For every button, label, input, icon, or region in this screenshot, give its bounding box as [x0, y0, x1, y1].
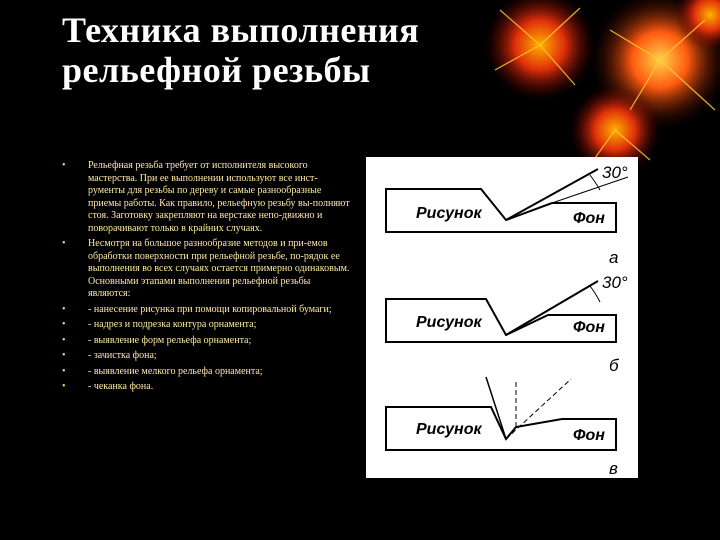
panel-c-right-label: Фон [573, 427, 605, 444]
bullet-text: Несмотря на большое разнообразие методов и при-емов обработки поверхности при рельефной резьбе, по-рядок ее выполнения во всех случаях остается примерно одинаковым. Основными этапами выполнения рельефной резьбы являются: [88, 238, 350, 299]
bullet-text: - надрез и подрезка контура орнамента; [88, 319, 257, 330]
panel-b-angle-arc [590, 286, 600, 302]
bullet-icon: • [62, 303, 66, 315]
bullet-icon: • [62, 319, 66, 330]
bullet-icon: • [62, 334, 66, 346]
panel-c-left-label: Рисунок [416, 421, 482, 438]
list-item [62, 304, 352, 317]
bullet-icon: • [62, 160, 66, 171]
list-item [62, 335, 352, 348]
list-item [62, 319, 352, 332]
diagram-svg [366, 157, 638, 478]
bullet-icon: • [62, 238, 66, 249]
panel-a-right-label: Фон [573, 210, 605, 227]
bullet-icon: • [62, 350, 66, 361]
list-item [62, 238, 352, 301]
angle-label-a: 30° [602, 163, 628, 182]
list-item [62, 366, 352, 379]
list-item [62, 350, 352, 363]
bullet-text: Рельефная резьба требует от исполнителя высокого мастерства. При ее выполнении используют все инст-рументы для резьбы по дереву и самые разнообразные приемы работы. Как правило, рельефную резьбу вы-полняют стоя. Заготовку закрепляют на верстаке непо-движно и поворачивают только в крайних случаях. [88, 160, 350, 234]
panel-a-left-label: Рисунок [416, 205, 482, 222]
carving-diagram [366, 157, 638, 478]
panel-b-caption: б [609, 356, 619, 375]
bullet-text: - выявление форм рельефа орнамента; [88, 334, 252, 346]
slide-title: Техника выполнения рельефной резьбы [62, 10, 420, 90]
list-item [62, 160, 352, 235]
bullet-icon: • [62, 381, 66, 392]
bullet-icon: • [62, 365, 66, 377]
bullet-text: - зачистка фона; [88, 350, 157, 361]
panel-c-caption: в [609, 459, 618, 478]
angle-label-b: 30° [602, 273, 628, 292]
panel-a-angle-arc [590, 175, 600, 190]
decorative-flowers [480, 0, 720, 170]
bullet-text: - выявление мелкого рельефа орнамента; [88, 365, 263, 377]
panel-b-left-label: Рисунок [416, 314, 482, 331]
panel-b-right-label: Фон [573, 319, 605, 336]
bullet-text: - нанесение рисунка при помощи копировальной бумаги; [88, 303, 332, 315]
panel-a-caption: а [609, 248, 619, 267]
list-item [62, 381, 352, 394]
bullet-list [62, 160, 352, 397]
bullet-text: - чеканка фона. [88, 381, 154, 392]
